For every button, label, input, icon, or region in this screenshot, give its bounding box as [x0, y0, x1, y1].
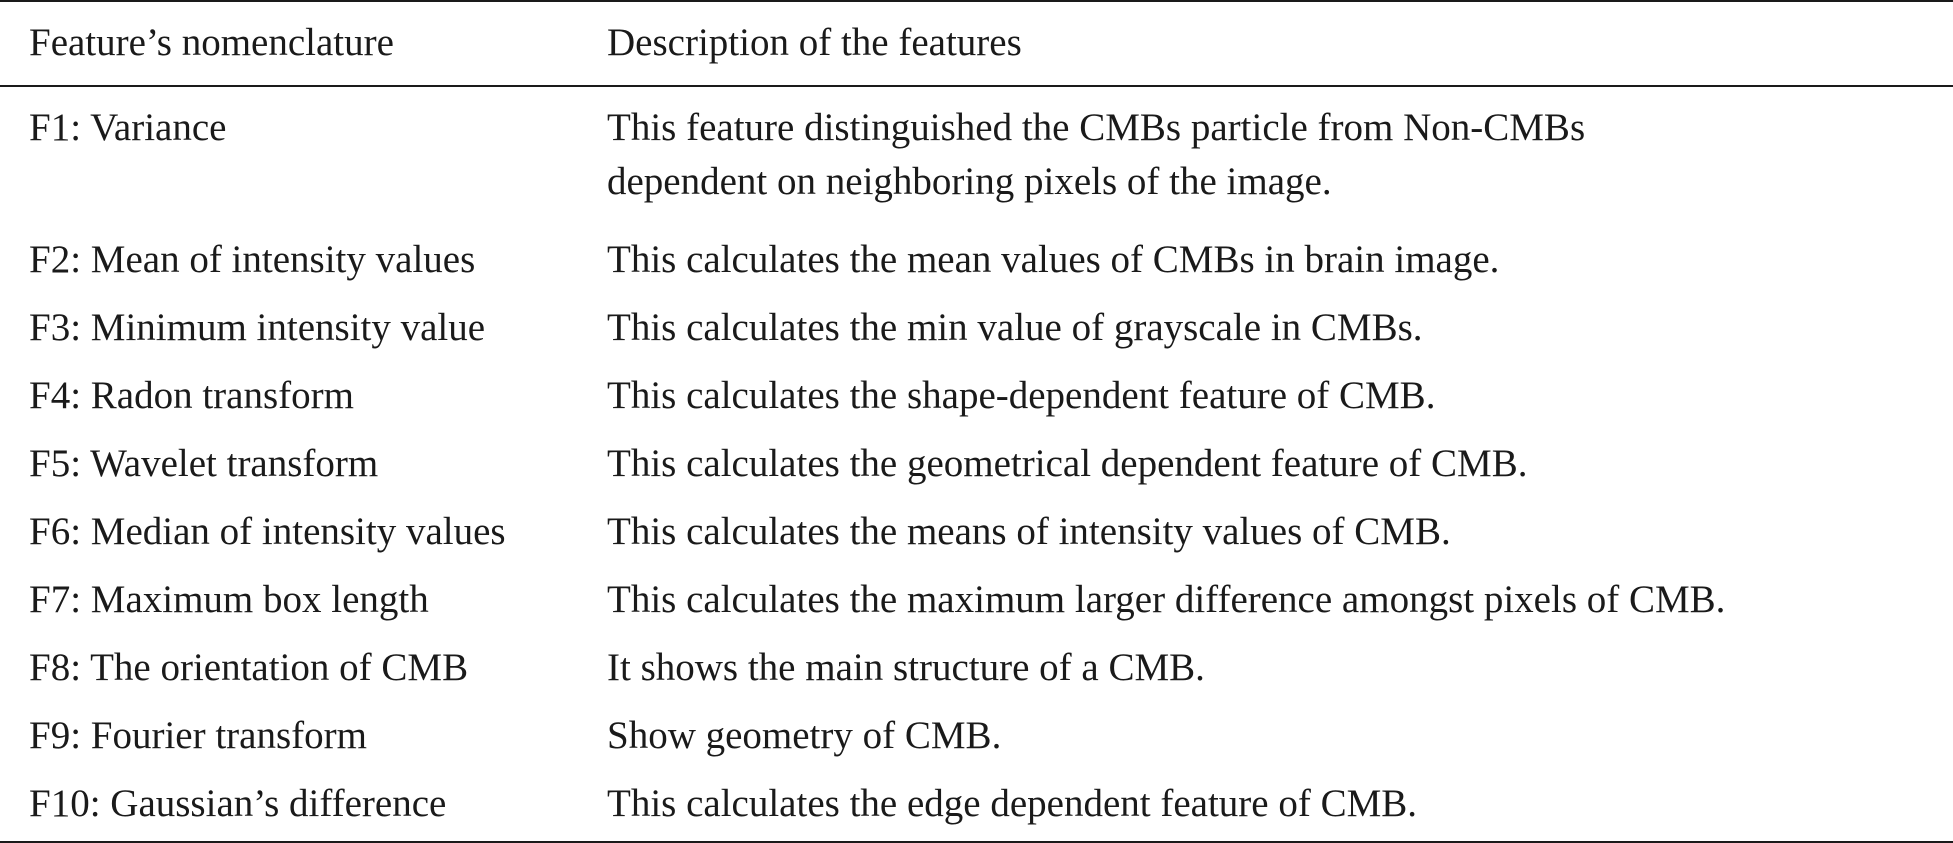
table-row [0, 634, 1953, 702]
feature-description-line: This calculates the min value of grayscale in CMBs. [607, 306, 1423, 349]
table-row [0, 226, 1953, 294]
feature-name-cell: F1: Variance [29, 106, 227, 149]
header-description: Description of the features [607, 21, 1022, 64]
feature-name-cell: F3: Minimum intensity value [29, 306, 486, 349]
feature-description-cell [603, 86, 1953, 226]
feature-name-cell: F6: Median of intensity values [29, 510, 506, 553]
feature-name-cell: F2: Mean of intensity values [29, 238, 476, 281]
table-row [0, 362, 1953, 430]
header-nomenclature: Feature’s nomenclature [29, 21, 394, 64]
feature-description-cell [603, 294, 1953, 362]
table-row [0, 566, 1953, 634]
feature-description-line: This calculates the means of intensity values of CMB. [607, 510, 1451, 553]
feature-description-cell [603, 362, 1953, 430]
table-row [0, 294, 1953, 362]
feature-name-cell: F9: Fourier transform [29, 714, 367, 757]
table-row [0, 498, 1953, 566]
feature-description-line: This calculates the maximum larger difference amongst pixels of CMB. [607, 578, 1726, 621]
table-row [0, 770, 1953, 842]
feature-description-line: Show geometry of CMB. [607, 714, 1002, 757]
table-row [0, 702, 1953, 770]
feature-name-cell: F5: Wavelet transform [29, 442, 379, 485]
feature-description-cell [603, 702, 1953, 770]
feature-description-line: It shows the main structure of a CMB. [607, 646, 1205, 689]
feature-description-cell [603, 430, 1953, 498]
feature-description-cell [603, 566, 1953, 634]
feature-description-line: This feature distinguished the CMBs particle from Non-CMBs [607, 106, 1586, 149]
feature-description-line: This calculates the edge dependent feature of CMB. [607, 782, 1418, 825]
feature-description-cell [603, 226, 1953, 294]
table-row [0, 430, 1953, 498]
feature-description-line: This calculates the geometrical dependent feature of CMB. [607, 442, 1528, 485]
feature-name-cell: F10: Gaussian’s difference [29, 782, 447, 825]
feature-name-cell: F7: Maximum box length [29, 578, 429, 621]
feature-description-cell [603, 770, 1953, 842]
table-row [0, 86, 1953, 226]
feature-description-line: This calculates the shape-dependent feature of CMB. [607, 374, 1436, 417]
header-row [0, 1, 1953, 86]
feature-name-cell: F8: The orientation of CMB [29, 646, 469, 689]
feature-description-line: dependent on neighboring pixels of the image. [607, 160, 1332, 203]
feature-description-cell [603, 634, 1953, 702]
table-header [0, 1, 1953, 86]
feature-description-cell [603, 498, 1953, 566]
feature-name-cell: F4: Radon transform [29, 374, 354, 417]
table-body [0, 86, 1953, 842]
feature-description-line: This calculates the mean values of CMBs in brain image. [607, 238, 1500, 281]
